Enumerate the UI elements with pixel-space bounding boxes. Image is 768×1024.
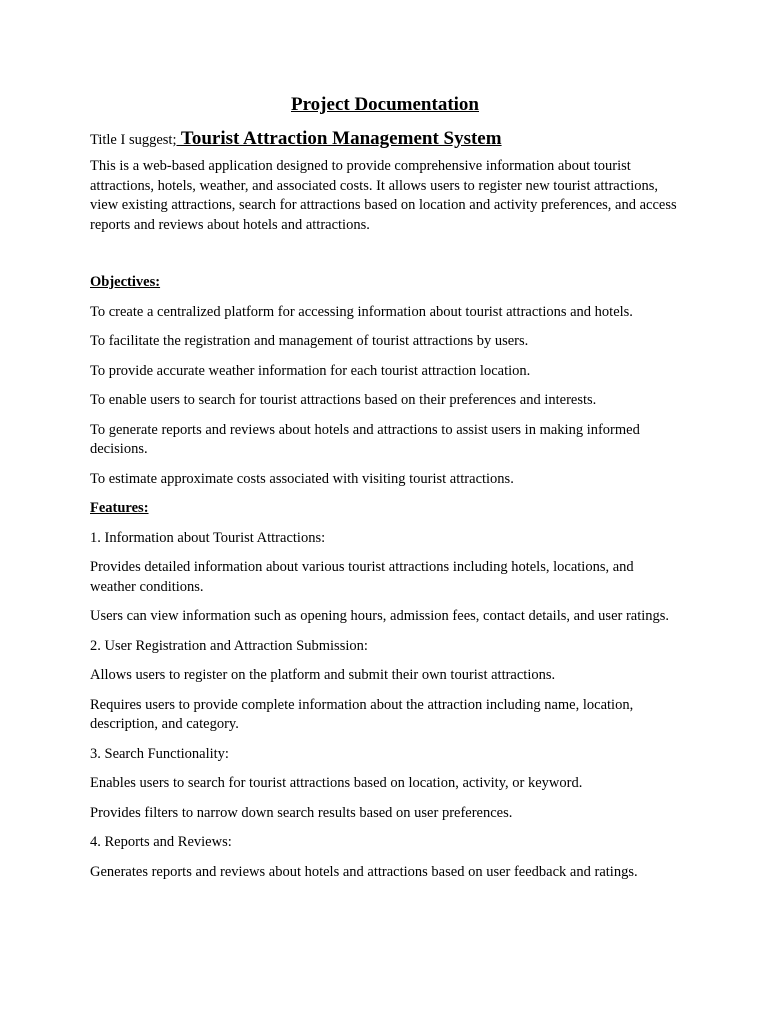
feature-item: Provides filters to narrow down search results based on user preferences.	[90, 804, 513, 821]
objectives-heading: Objectives:	[90, 274, 161, 290]
feature-title: 1. Information about Tourist Attractions:	[90, 529, 326, 546]
feature-title: 2. User Registration and Attraction Submission:	[90, 637, 368, 654]
feature-item: Users can view information such as opening hours, admission fees, contact details, and user ratings.	[90, 608, 670, 624]
intro-paragraph: This is a web-based application designed to provide comprehensive information about tourist attractions, hotels, weather, and associated costs. It allows users to register new tourist attractions, view existing attractions, search for attractions based on location and activity preferences, and access reports and reviews about hotels and attractions.	[90, 158, 677, 233]
suggested-title-line	[90, 127, 680, 152]
feature-item: Requires users to provide complete information about the attraction including name, location, description, and category.	[90, 696, 634, 732]
objective-item: To provide accurate weather information for each tourist attraction location.	[90, 362, 531, 379]
objective-item: To create a centralized platform for accessing information about tourist attractions and hotels.	[90, 303, 633, 320]
document-title: Project Documentation	[290, 94, 479, 115]
feature-item: Enables users to search for tourist attractions based on location, activity, or keyword.	[90, 775, 583, 791]
feature-title: 4. Reports and Reviews:	[90, 834, 232, 850]
title-prefix: Title I suggest;	[90, 132, 177, 148]
objective-item: To estimate approximate costs associated with visiting tourist attractions.	[90, 470, 514, 487]
objective-item: To generate reports and reviews about hotels and attractions to assist users in making informed decisions.	[90, 421, 640, 457]
feature-item: Allows users to register on the platform and submit their own tourist attractions.	[90, 667, 556, 683]
feature-title: 3. Search Functionality:	[90, 745, 229, 762]
objective-item: To enable users to search for tourist attractions based on their preferences and interests.	[90, 392, 597, 408]
objective-item: To facilitate the registration and management of tourist attractions by users.	[90, 333, 529, 349]
feature-item: Provides detailed information about various tourist attractions including hotels, locations, and weather conditions.	[90, 559, 634, 595]
features-heading: Features:	[90, 500, 149, 516]
document-page	[90, 92, 680, 892]
feature-item: Generates reports and reviews about hotels and attractions based on user feedback and ratings.	[90, 863, 638, 880]
system-name: Tourist Attraction Management System	[176, 128, 502, 149]
